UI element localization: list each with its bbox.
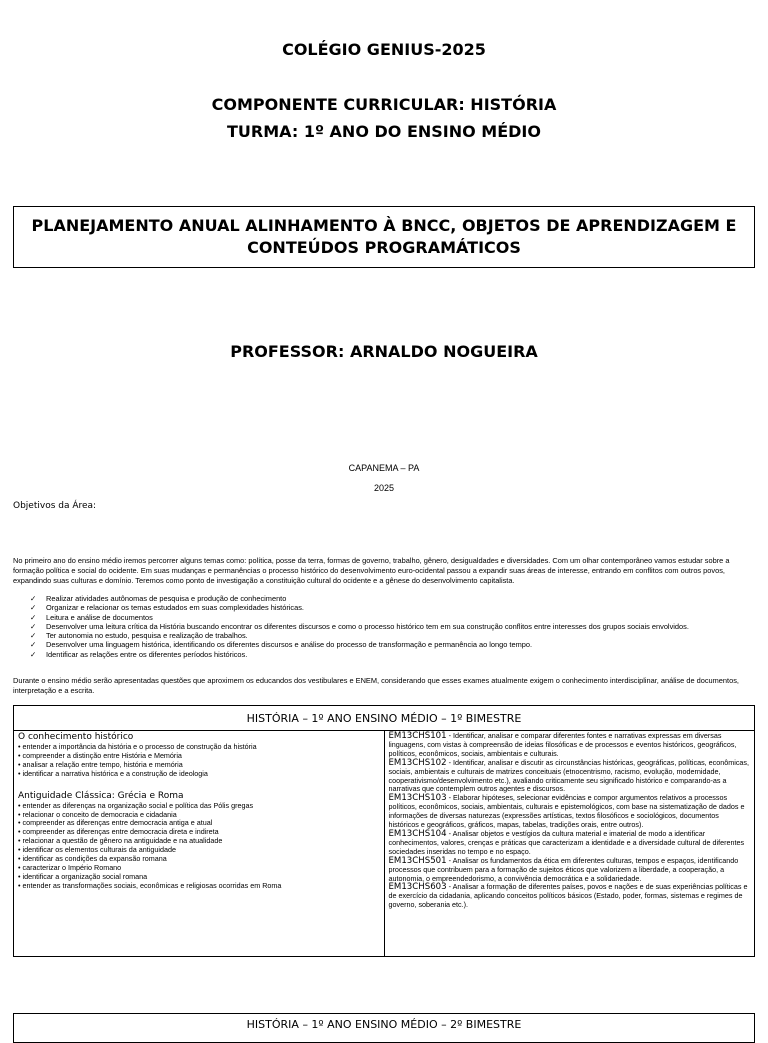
skill-text: - Identificar, analisar e discutir as circunstâncias históricas, geográficas, políticas, econômicas, sociais, ambientais e culturais de matrizes conceituais (etnocentrismo, racismo, evolução, modernidade, cooperativismo/desenvolvimento etc.), avaliando criticamente seu significado histórico e comparando-as a narrativas que contemplem outros agentes e discursos. [388,757,750,794]
closing-paragraph: Durante o ensino médio serão apresentadas questões que aproximem os educandos dos vestibulares e ENEM, considerando que esses exames atualmente exigem o conhecimento interdisciplinar, análise de documentos, interpretação e a escrita. [13,676,739,695]
check-icon: ✓ [30,649,37,659]
skill-item [389,830,751,857]
skill-item [389,857,751,884]
school-name: COLÉGIO GENIUS-2025 [282,40,486,59]
check-icon: ✓ [30,631,37,641]
check-icon: ✓ [30,612,37,622]
topic-item: • compreender as diferenças entre democracia direta e indireta [18,827,219,837]
check-icon: ✓ [30,621,37,631]
objectives-list [30,594,689,659]
topic-item: • compreender as diferenças entre democracia antiga e atual [18,818,213,828]
skill-code: EM13CHS101 [388,731,447,741]
list-item [30,622,689,631]
objective-text: Desenvolver uma linguagem histórica, identificando os diferentes discursos e análise do processo de transformação e permanência ao longo tempo. [46,640,533,650]
objective-text: Organizar e relacionar os temas estudados em suas complexidades históricas. [46,603,304,613]
curricular-component: COMPONENTE CURRICULAR: HISTÓRIA [211,95,557,114]
skill-text: - Identificar, analisar e comparar diferentes fontes e narrativas expressas em diversas linguagens, com vistas à compreensão de ideias filosóficas e de processos e eventos históricos, geográficos, políticos, econômicos, sociais, ambientais e culturais. [388,731,737,758]
topic-item: • identificar a organização social romana [18,871,148,881]
check-icon: ✓ [30,603,37,613]
skill-text: - Elaborar hipóteses, selecionar evidências e compor argumentos relativos a processos políticos, econômicos, sociais, ambientais, culturais e epistemológicos, com base na sistematização de dados e informações de diversas naturezas (expressões artísticas, textos filosóficos e sociológicos, documentos históricos e geográficos, gráficos, mapas, tabelas, tradições orais, entre outros). [388,793,745,830]
skill-text: - Analisar a formação de diferentes países, povos e nações e de suas experiências políticas e de exercício da cidadania, aplicando conceitos políticos básicos (Estado, poder, formas, sistemas e regimes de governo, soberania etc.). [388,882,748,910]
skill-code: EM13CHS102 [388,757,447,768]
skill-item [389,883,751,910]
skill-code: EM13CHS603 [388,882,447,893]
topic-title: O conhecimento histórico [18,732,134,742]
skill-item [389,759,751,795]
objective-text: Ter autonomia no estudo, pesquisa e realização de trabalhos. [46,631,248,641]
teacher-name: PROFESSOR: ARNALDO NOGUEIRA [230,342,538,361]
topic-item: • relacionar o conceito de democracia e cidadania [18,809,177,819]
topic-item: • entender a importância da história e o processo de construção da história [18,742,257,751]
topic-item: • relacionar a questão de gênero na antiguidade e na atualidade [18,836,223,846]
objectives-label: Objetivos da Área: [13,501,97,511]
year: 2025 [373,483,395,493]
list-item [30,594,689,603]
skills-column [384,731,755,957]
skill-code: EM13CHS103 [388,793,447,804]
plan-title-box [13,206,755,268]
place: CAPANEMA – PA [348,463,420,473]
topic-item: • identificar os elementos culturais da antiguidade [18,845,176,855]
topic-item: • compreender a distinção entre História e Memória [18,750,182,760]
check-icon: ✓ [30,594,37,603]
objective-text: Realizar atividades autônomas de pesquisa e produção de conhecimento [46,594,287,603]
skill-code: EM13CHS501 [388,855,447,866]
check-icon: ✓ [30,640,37,650]
intro-paragraph: No primeiro ano do ensino médio iremos percorrer alguns temas como: política, posse da terra, formas de governo, trabalho, gênero, desigualdades e diversidades. Com um olhar contemporâneo vamos estudar sobre a formação política e social do ocidente. Em suas mudanças e permanências o processo histórico do desenvolvimento euro-ocidental passou a expandir suas áreas de interesse, entrando em conflitos com outros povos, expandindo suas culturas e domínio. Teremos como ponto de investigação a constituição cultural do ocidente e a gênese do desenvolvimento capitalista. [13,556,730,585]
objective-text: Leitura e análise de documentos [46,612,153,622]
spacer [18,779,380,791]
skill-item [389,732,751,759]
bimester-1-table [13,705,755,957]
objective-text: Desenvolver uma leitura crítica da História buscando encontrar os diferentes discursos e como o processo histórico tem em sua construção conflitos entre interesses dos grupos sociais envolvidos. [46,621,689,631]
skill-text: - Analisar objetos e vestígios da cultura material e imaterial de modo a identificar conhecimentos, valores, crenças e práticas que caracterizam a identidade e a diversidade cultural de diferentes sociedades inseridas no tempo e no espaço. [388,828,745,856]
topic-item: • identificar a narrativa histórica e a construção de ideologia [18,768,208,778]
topic-item: • identificar as condições da expansão romana [18,854,167,864]
list-item [30,631,689,640]
class-level: TURMA: 1º ANO DO ENSINO MÉDIO [227,122,541,141]
topic-title: Antiguidade Clássica: Grécia e Roma [18,790,184,801]
skill-item [389,794,751,830]
list-item [30,650,689,659]
contents-column [14,731,385,957]
topic-item: • caracterizar o Império Romano [18,862,122,872]
skill-code: EM13CHS104 [388,828,447,839]
topic-item: • analisar a relação entre tempo, história e memória [18,759,183,769]
bimester-1-title: HISTÓRIA – 1º ANO ENSINO MÉDIO – 1º BIMESTRE [14,706,755,731]
objective-text: Identificar as relações entre os diferentes períodos históricos. [46,649,248,659]
list-item [30,603,689,612]
bimester-2-title: HISTÓRIA – 1º ANO ENSINO MÉDIO – 2º BIMESTRE [13,1013,755,1043]
list-item [30,613,689,622]
skill-text: - Analisar os fundamentos da ética em diferentes culturas, tempos e espaços, identificando processos que contribuem para a formação de sujeitos éticos que valorizem a liberdade, a cooperação, a autonomia, o empreendedorismo, a convivência democrática e a solidariedade. [388,855,739,883]
topic-item: • entender as transformações sociais, econômicas e religiosas ocorridas em Roma [18,880,282,890]
list-item [30,640,689,649]
plan-title: PLANEJAMENTO ANUAL ALINHAMENTO À BNCC, OBJETOS DE APRENDIZAGEM E CONTEÚDOS PROGRAMÁTICOS [31,216,737,257]
topic-item: • entender as diferenças na organização social e política das Pólis gregas [18,800,254,810]
